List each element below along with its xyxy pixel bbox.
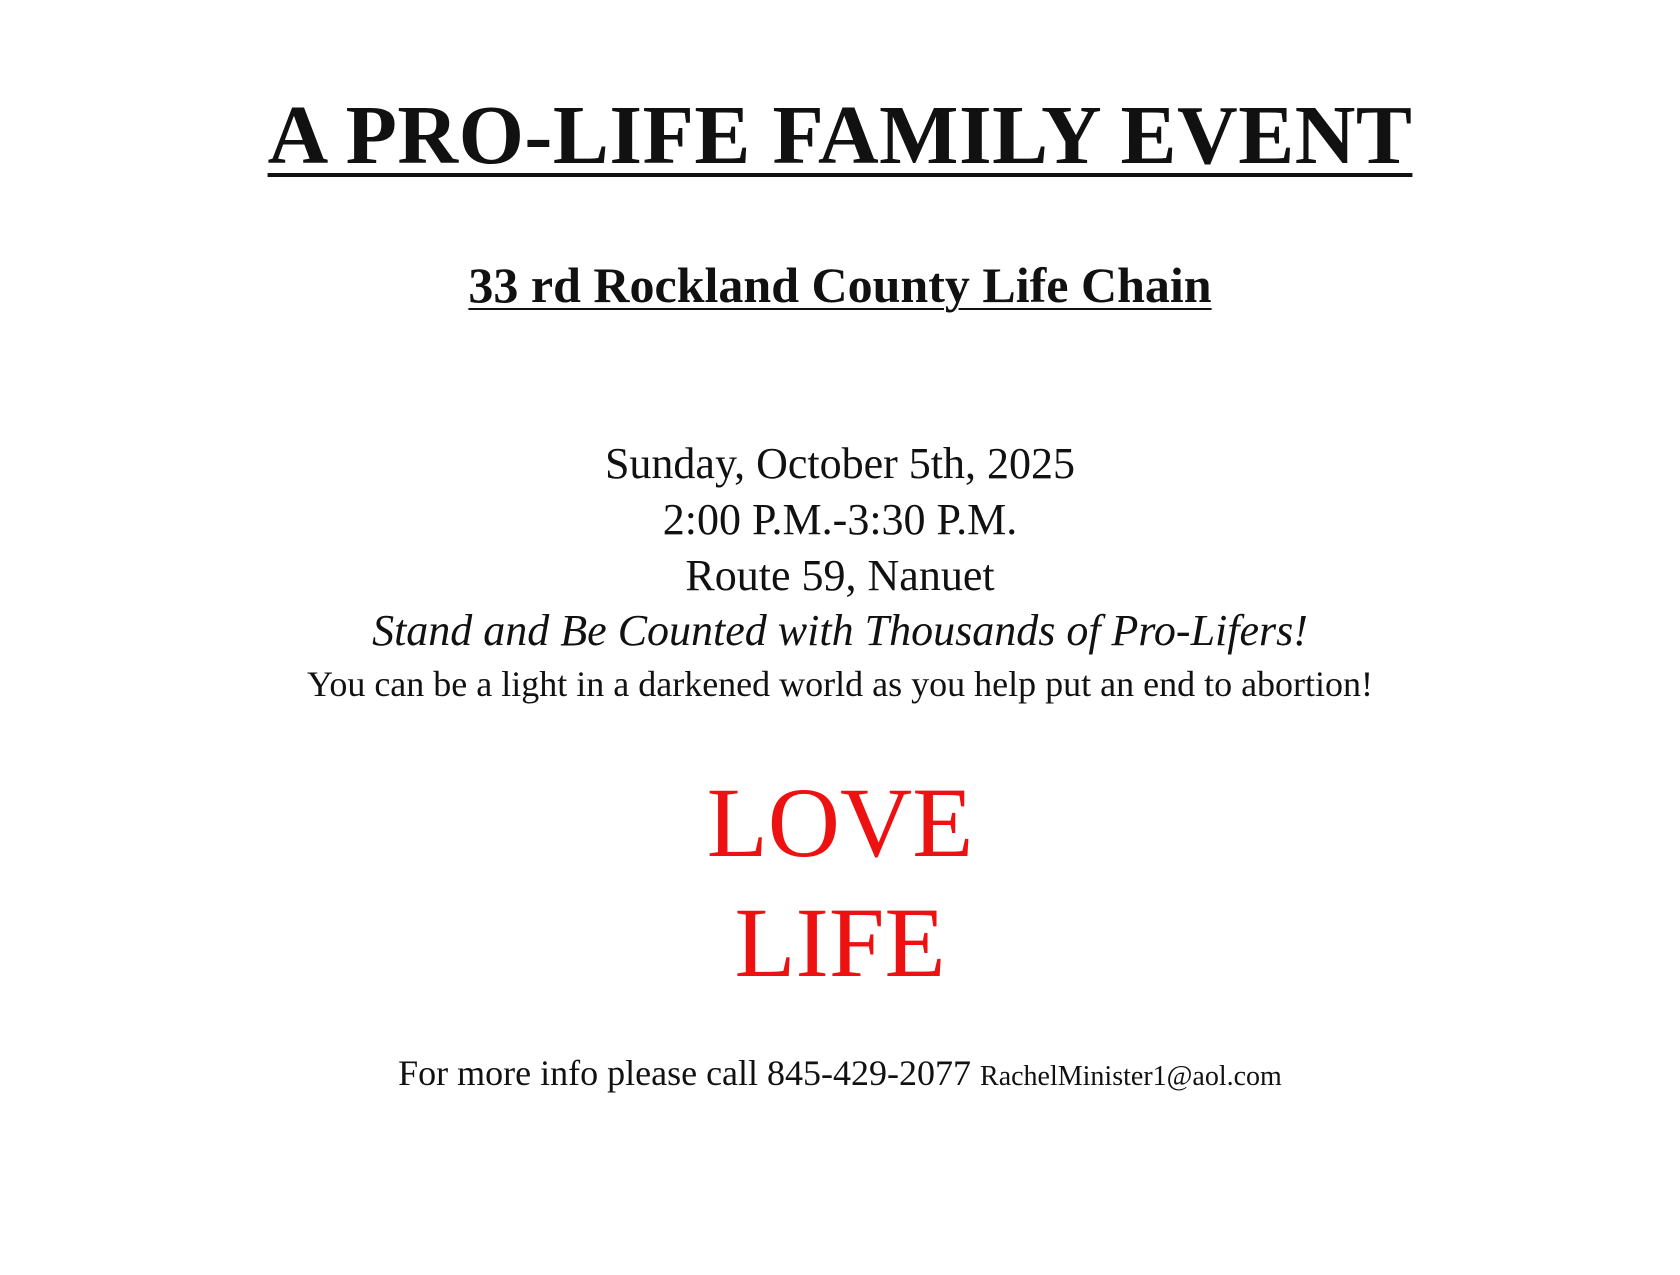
event-subtitle: 33 rd Rockland County Life Chain <box>468 257 1212 313</box>
love-heading: LOVE <box>706 767 974 878</box>
event-location: Route 59, Nanuet <box>685 551 995 600</box>
event-date: Sunday, October 5th, 2025 <box>604 439 1076 488</box>
event-title: A PRO-LIFE FAMILY EVENT <box>267 89 1413 182</box>
contact-phone-text: For more info please call 845-429-2077 <box>398 1053 981 1093</box>
contact-email[interactable]: RachelMinister1@aol.com <box>980 1061 1282 1092</box>
event-message: You can be a light in a darkened world as you help put an end to abortion! <box>306 664 1374 704</box>
event-slogan: Stand and Be Counted with Thousands of Pro-Lifers! <box>372 606 1308 655</box>
contact-info <box>0 1050 1680 1100</box>
life-heading: LIFE <box>734 887 946 998</box>
event-time: 2:00 P.M.-3:30 P.M. <box>662 495 1018 544</box>
